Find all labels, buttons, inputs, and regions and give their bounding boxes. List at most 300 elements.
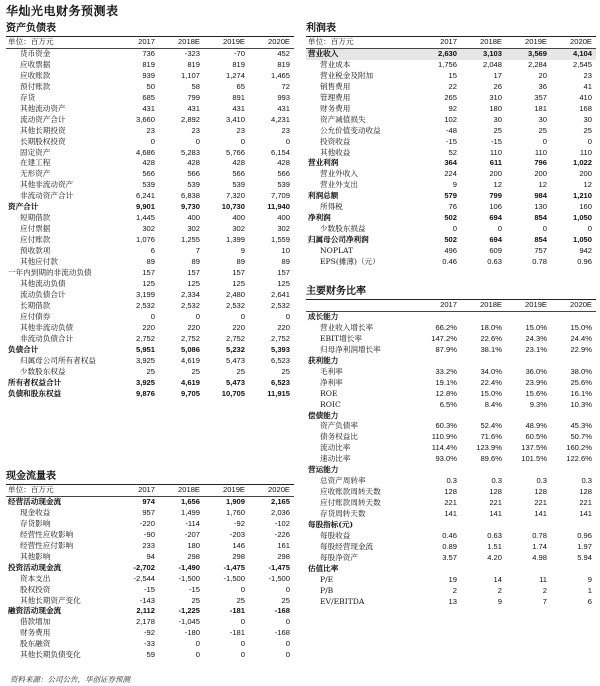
row-value: 19.1% (435, 377, 457, 387)
year-header: 2019E (204, 37, 249, 48)
row-value: 1,559 (270, 235, 290, 245)
row-value: 15 (448, 70, 457, 80)
row-value: 5,283 (180, 147, 200, 157)
row-value: 2,752 (270, 333, 290, 343)
row-value: 799 (187, 92, 200, 102)
row-value: 566 (142, 169, 155, 179)
row-label: 速动比率 (320, 454, 351, 464)
row-value: 0.96 (577, 257, 592, 267)
row-value (416, 356, 461, 367)
row-value: 25.6% (570, 377, 592, 387)
year-header: 2018E (461, 300, 506, 311)
row-value: 0.89 (442, 541, 457, 551)
row-value (461, 465, 506, 476)
row-value: 25 (281, 595, 290, 605)
row-value: 4,686 (135, 147, 155, 157)
row-value: 9 (497, 596, 502, 606)
row-value: 19 (448, 574, 457, 584)
row-value: 9,901 (135, 202, 155, 212)
table-row (6, 257, 294, 268)
year-header: 2020E (551, 37, 596, 48)
table-row (6, 312, 294, 323)
row-value: 1.51 (487, 541, 502, 551)
row-value: 502 (444, 235, 457, 245)
table-row (306, 367, 596, 378)
row-value: 89 (191, 257, 200, 267)
table-row (306, 575, 596, 586)
table-row (6, 148, 294, 159)
row-value: 5.94 (577, 552, 592, 562)
table-row (6, 596, 294, 607)
row-value (506, 465, 551, 476)
row-value: 200 (534, 169, 547, 179)
year-header: 2017 (416, 37, 461, 48)
row-value: 1,656 (180, 496, 200, 506)
table-row (6, 301, 294, 312)
row-value: 1 (587, 585, 592, 595)
row-label: 资本支出 (20, 573, 51, 583)
row-value: 539 (232, 180, 245, 190)
row-value: 5,232 (225, 344, 245, 354)
ratios-panel (306, 285, 596, 608)
row-label: 一年内到期的非流动负债 (8, 268, 92, 278)
row-value: 125 (187, 278, 200, 288)
row-label: 现金收益 (20, 507, 51, 517)
row-value: 128 (534, 487, 547, 497)
ratios-title: 主要财务比率 (306, 285, 596, 300)
row-value: 25 (281, 366, 290, 376)
row-value (461, 520, 506, 531)
row-value: 128 (489, 487, 502, 497)
row-label: 偿债能力 (308, 410, 339, 420)
table-row (6, 213, 294, 224)
table-row (6, 628, 294, 639)
row-label: P/E (320, 574, 334, 584)
row-label: 归属母公司所有者权益 (20, 355, 96, 365)
income-statement-table (306, 37, 596, 268)
row-value: 736 (142, 48, 155, 58)
table-row (306, 60, 596, 71)
row-value: 125 (277, 278, 290, 288)
row-value: 431 (187, 103, 200, 113)
row-value: 22 (448, 81, 457, 91)
row-value: 157 (232, 268, 245, 278)
table-row (306, 487, 596, 498)
row-value: 5,766 (225, 147, 245, 157)
row-label: 财务费用 (320, 103, 351, 113)
year-header: 2017 (114, 37, 159, 48)
row-value: 10,730 (221, 202, 245, 212)
row-value: 41 (583, 81, 592, 91)
table-row (306, 411, 596, 422)
year-header: 2019E (506, 37, 551, 48)
row-value: 2,532 (135, 300, 155, 310)
row-value: 2 (497, 585, 502, 595)
row-value: 0 (587, 224, 592, 234)
table-row (6, 169, 294, 180)
table-row (306, 378, 596, 389)
row-value: 3,199 (135, 289, 155, 299)
table-row (306, 454, 596, 465)
row-label: 利润总额 (308, 191, 339, 201)
row-value: 33.2% (435, 366, 457, 376)
row-value: 25 (583, 125, 592, 135)
year-header: 2018E (461, 37, 506, 48)
row-value: 1,274 (225, 70, 245, 80)
row-value: 146 (232, 540, 245, 550)
row-value: 0 (285, 136, 290, 146)
row-label: 存货 (20, 92, 36, 102)
row-value: 1,760 (225, 507, 245, 517)
row-value: 7,320 (225, 191, 245, 201)
row-value: 221 (534, 498, 547, 508)
table-row (306, 564, 596, 575)
row-value: 60.3% (435, 421, 457, 431)
row-value: 233 (142, 540, 155, 550)
row-value: 48.9% (525, 421, 547, 431)
year-header: 2017 (416, 300, 461, 311)
row-value: 400 (277, 213, 290, 223)
row-value: 110 (534, 147, 547, 157)
row-label: 每股收益 (320, 531, 351, 541)
row-value: 59 (146, 650, 155, 660)
row-value: 298 (187, 551, 200, 561)
row-value: 0.46 (442, 257, 457, 267)
table-row (6, 617, 294, 628)
row-label: 其他应付款 (20, 257, 58, 267)
row-value: 66.2% (435, 322, 457, 332)
row-label: 营业利润 (308, 158, 339, 168)
row-value: 1,107 (180, 70, 200, 80)
row-label: 成长能力 (308, 311, 339, 321)
row-value: 2,048 (482, 59, 502, 69)
row-value: 3.57 (442, 552, 457, 562)
table-row (306, 542, 596, 553)
row-label: 少数股东权益 (20, 366, 66, 376)
table-row (306, 421, 596, 432)
page-title: 华灿光电财务预测表 (6, 4, 119, 18)
table-row (306, 498, 596, 509)
row-label: 应付账款周转天数 (320, 498, 381, 508)
row-label: 在建工程 (20, 158, 51, 168)
row-value (551, 465, 596, 476)
row-label: 其他收益 (320, 147, 351, 157)
row-value: 0 (542, 136, 547, 146)
row-value (551, 411, 596, 422)
row-value: 92 (448, 103, 457, 113)
year-header: 2020E (249, 485, 294, 496)
row-value: 23 (191, 125, 200, 135)
year-header: 2017 (114, 485, 159, 496)
table-row (306, 432, 596, 443)
row-value: 22.6% (480, 333, 502, 343)
row-value: 6.5% (439, 399, 457, 409)
row-value: 58 (191, 81, 200, 91)
table-row (306, 235, 596, 246)
row-value: 0 (285, 311, 290, 321)
row-value: 25 (236, 595, 245, 605)
row-value: 0.3 (536, 476, 547, 486)
row-value (461, 311, 506, 322)
row-value: 0 (240, 136, 245, 146)
row-value: 25 (493, 125, 502, 135)
row-value: -220 (139, 518, 155, 528)
row-value: 310 (489, 92, 502, 102)
row-label: 总资产周转率 (320, 476, 366, 486)
row-value: -15 (189, 584, 200, 594)
row-value: 819 (232, 59, 245, 69)
table-row (306, 148, 596, 159)
row-value: 819 (187, 59, 200, 69)
row-value: -1,490 (178, 562, 200, 572)
row-value: 694 (489, 235, 502, 245)
row-value: 1.97 (577, 541, 592, 551)
row-label: 其他影响 (20, 551, 51, 561)
row-value: 0 (285, 617, 290, 627)
row-value: 76 (448, 202, 457, 212)
row-value: 2,532 (225, 300, 245, 310)
row-label: 公允价值变动收益 (320, 125, 381, 135)
row-value: 36.0% (525, 366, 547, 376)
row-value: 11,915 (267, 388, 290, 398)
row-value: 24.4% (570, 333, 592, 343)
row-label: 应付债券 (20, 311, 51, 321)
table-row (6, 345, 294, 356)
row-value: 23.9% (525, 377, 547, 387)
row-value: 7 (195, 246, 200, 256)
row-value: -323 (184, 48, 200, 58)
cash-flow-panel (6, 470, 294, 661)
row-label: 营运能力 (308, 465, 339, 475)
row-value: 160.2% (566, 443, 592, 453)
row-value: 24.3% (525, 333, 547, 343)
row-value: 0.3 (446, 476, 457, 486)
row-value: 1,909 (225, 496, 245, 506)
row-value: 16.1% (570, 388, 592, 398)
table-row (6, 563, 294, 574)
row-value: 1,465 (270, 70, 290, 80)
row-value: 891 (232, 92, 245, 102)
row-label: 债务权益比 (320, 432, 358, 442)
row-value: 6,523 (270, 377, 290, 387)
table-row (306, 443, 596, 454)
row-value: 694 (489, 213, 502, 223)
row-value: 9,730 (180, 202, 200, 212)
row-value (551, 311, 596, 322)
row-value: 1,499 (180, 507, 200, 517)
year-header: 2019E (204, 485, 249, 496)
row-label: 净利润 (308, 213, 331, 223)
row-value: 200 (579, 169, 592, 179)
row-value: 0.78 (532, 257, 547, 267)
row-value: 431 (142, 103, 155, 113)
row-value: 2,112 (136, 606, 155, 616)
row-value: 89 (146, 257, 155, 267)
row-value: 400 (232, 213, 245, 223)
table-row (6, 323, 294, 334)
row-value: 9,876 (135, 388, 155, 398)
row-value: 38.1% (480, 344, 502, 354)
row-value: 819 (277, 59, 290, 69)
row-value: 0 (195, 639, 200, 649)
row-label: 所得税 (320, 202, 343, 212)
row-value: 123.9% (476, 443, 502, 453)
table-row (306, 400, 596, 411)
row-label: 归属母公司净利润 (308, 235, 369, 245)
row-value: 147.2% (431, 333, 457, 343)
table-row (6, 508, 294, 519)
row-label: 营业外收入 (320, 169, 358, 179)
row-value: 957 (142, 507, 155, 517)
row-value: 854 (534, 235, 547, 245)
table-row (6, 367, 294, 378)
row-value: 7,709 (270, 191, 290, 201)
row-value: 200 (489, 169, 502, 179)
row-label: 经营性应付影响 (20, 540, 74, 550)
row-value: 11,940 (267, 202, 290, 212)
row-value: -1,225 (178, 606, 200, 616)
row-value: 9,705 (180, 388, 200, 398)
row-value: 5,473 (225, 355, 245, 365)
table-row (6, 268, 294, 279)
row-label: 营业收入 (306, 48, 416, 59)
row-value: 2,892 (180, 114, 200, 124)
row-value: 9 (240, 246, 245, 256)
table-row (306, 213, 596, 224)
row-value (506, 520, 551, 531)
row-value: 566 (232, 169, 245, 179)
row-value: 125 (142, 278, 155, 288)
row-value: 0.63 (487, 531, 502, 541)
table-row (6, 158, 294, 169)
row-value: 5,951 (135, 344, 155, 354)
row-value: 0 (240, 311, 245, 321)
table-row (306, 323, 596, 334)
row-value: 0 (150, 136, 155, 146)
table-row (306, 520, 596, 531)
table-header-row (306, 37, 596, 48)
row-value: 6 (587, 596, 592, 606)
row-value: 93.0% (435, 454, 457, 464)
row-value: 5,086 (180, 344, 200, 354)
row-value: 0 (240, 650, 245, 660)
row-value: 12 (583, 180, 592, 190)
row-value: -207 (184, 529, 200, 539)
row-value: 72 (281, 81, 290, 91)
row-label: 营业成本 (320, 59, 351, 69)
row-value: 220 (277, 322, 290, 332)
row-value: 0 (285, 639, 290, 649)
row-value (551, 564, 596, 575)
table-row (6, 246, 294, 257)
row-value (551, 356, 596, 367)
row-label: 短期借款 (20, 213, 51, 223)
row-value: 23 (281, 125, 290, 135)
row-value: -143 (139, 595, 155, 605)
table-header-row (306, 300, 596, 311)
row-value: 23 (583, 70, 592, 80)
table-row (306, 246, 596, 257)
row-value: 609 (489, 246, 502, 256)
row-label: 获利能力 (308, 355, 339, 365)
table-row (306, 71, 596, 82)
row-value: 220 (142, 322, 155, 332)
row-label: 应收账款周转天数 (320, 487, 381, 497)
row-label: 管理费用 (320, 92, 351, 102)
row-value: 428 (232, 158, 245, 168)
table-row (306, 356, 596, 367)
table-row (306, 465, 596, 476)
row-value: 6,838 (180, 191, 200, 201)
row-value: 14 (493, 574, 502, 584)
row-value: 428 (277, 158, 290, 168)
row-label: 资产合计 (8, 202, 39, 212)
row-label: 预收款项 (20, 246, 51, 256)
table-row (6, 639, 294, 650)
row-value: 12 (493, 180, 502, 190)
row-value: 168 (579, 103, 592, 113)
row-value: 10.3% (570, 399, 592, 409)
row-value: 428 (187, 158, 200, 168)
row-value: 45.3% (570, 421, 592, 431)
row-label: 非流动资产合计 (20, 191, 74, 201)
row-value: 0 (195, 136, 200, 146)
row-label: 每股经营现金流 (320, 541, 374, 551)
row-value: -1,045 (178, 617, 200, 627)
row-value (506, 564, 551, 575)
row-value: 428 (142, 158, 155, 168)
row-value: 25 (146, 366, 155, 376)
table-row (306, 311, 596, 322)
unit-label: 单位：百万元 (6, 485, 114, 496)
row-value: 1,756 (437, 59, 457, 69)
income-statement-panel (306, 22, 596, 268)
row-value: 160 (579, 202, 592, 212)
row-value: 1,399 (225, 235, 245, 245)
row-value: 3,103 (461, 48, 506, 59)
row-value: -2,544 (133, 573, 155, 583)
row-value: 4,619 (180, 355, 200, 365)
cash-flow-table (6, 485, 294, 661)
table-row (306, 169, 596, 180)
row-value: 302 (232, 224, 245, 234)
table-row (306, 476, 596, 487)
row-label: 其他流动资产 (20, 103, 66, 113)
row-value: 539 (187, 180, 200, 190)
row-value: 9.3% (529, 399, 547, 409)
row-value: -226 (274, 529, 290, 539)
row-value: -15 (446, 136, 457, 146)
row-value: -92 (234, 518, 245, 528)
year-header: 2019E (506, 300, 551, 311)
row-value: 819 (142, 59, 155, 69)
row-value: 60.5% (525, 432, 547, 442)
row-label: 流动资产合计 (20, 114, 66, 124)
row-value: 2,532 (270, 300, 290, 310)
row-label: 股权投资 (20, 584, 51, 594)
row-value: 89.6% (480, 454, 502, 464)
row-value: 23.1% (525, 344, 547, 354)
row-label: 营业收入增长率 (320, 322, 374, 332)
row-value: -168 (274, 628, 290, 638)
row-value: 180 (187, 540, 200, 550)
row-label: 资产负债率 (320, 421, 358, 431)
year-header: 2020E (551, 300, 596, 311)
row-value: 0 (195, 650, 200, 660)
row-value: 87.9% (435, 344, 457, 354)
unit-label: 单位：百万元 (6, 37, 114, 48)
row-label: 销售费用 (320, 81, 351, 91)
